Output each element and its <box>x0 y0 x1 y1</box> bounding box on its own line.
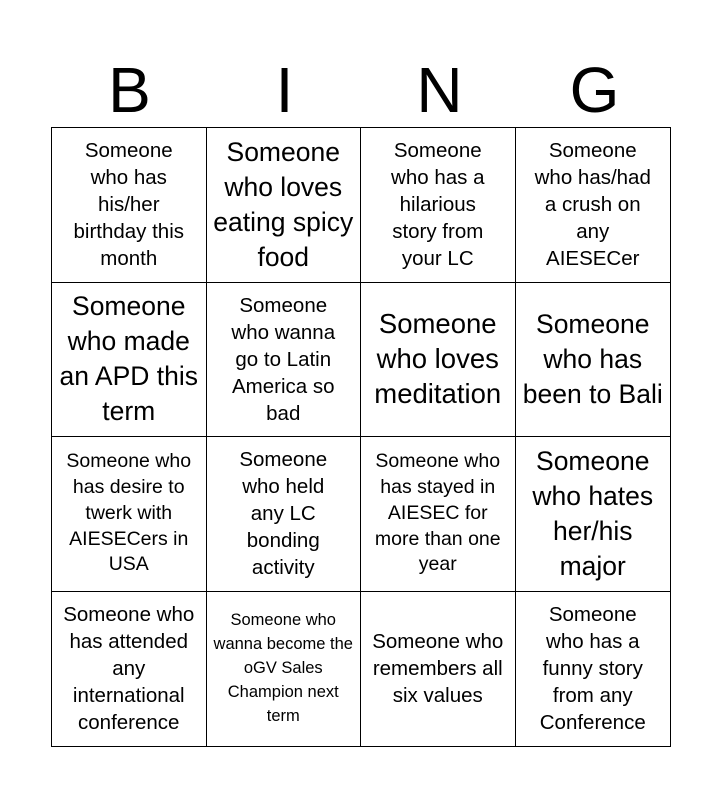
bingo-header <box>52 52 672 128</box>
bingo-cell-r1c3[interactable] <box>361 128 516 283</box>
bingo-cell-r1c4[interactable] <box>516 128 671 283</box>
bingo-cell-r4c2[interactable] <box>207 592 362 747</box>
cell-text: Someone who loves meditation <box>374 307 502 409</box>
cell-text: Someone who has desire to twerk with AIESECers in USA <box>66 450 192 576</box>
header-letter-n: N <box>416 54 463 126</box>
header-letter-g: G <box>569 54 620 126</box>
cell-text: Someone who wanna go to Latin America so bad <box>231 293 336 425</box>
cell-text: Someone who hates her/his major <box>532 445 654 581</box>
cell-text: Someone who has a funny story from any Conference <box>539 603 646 735</box>
bingo-cell-r3c4[interactable] <box>516 437 671 592</box>
bingo-cell-r2c4[interactable] <box>516 283 671 438</box>
cell-text: Someone who has attended any international conference <box>63 603 195 735</box>
header-letter-i: I <box>275 54 294 126</box>
cell-text: Someone who wanna become the oGV Sales Champion next term <box>213 610 353 725</box>
cell-text: Someone who has his/her birthday this month <box>73 139 185 271</box>
cell-text: Someone who held any LC bonding activity <box>239 448 328 580</box>
bingo-cell-r1c2[interactable] <box>207 128 362 283</box>
cell-text: Someone who has been to Bali <box>522 308 663 409</box>
bingo-cell-r4c1[interactable] <box>52 592 207 747</box>
bingo-cell-r2c1[interactable] <box>52 283 207 438</box>
bingo-board <box>51 127 671 747</box>
cell-text: Someone who remembers all six values <box>372 630 504 708</box>
cell-text: Someone who has stayed in AIESEC for more than one year <box>374 450 501 576</box>
bingo-cell-r1c1[interactable] <box>52 128 207 283</box>
bingo-cell-r2c3[interactable] <box>361 283 516 438</box>
cell-text: Someone who loves eating spicy food <box>213 136 354 272</box>
cell-text: Someone who has a hilarious story from your LC <box>391 139 485 271</box>
header-letter-b: B <box>108 54 151 126</box>
bingo-cell-r3c2[interactable] <box>207 437 362 592</box>
cell-text: Someone who made an APD this term <box>59 291 198 427</box>
bingo-cell-r4c3[interactable] <box>361 592 516 747</box>
bingo-cell-r4c4[interactable] <box>516 592 671 747</box>
cell-text: Someone who has/had a crush on any AIESECer <box>534 139 651 271</box>
bingo-cell-r3c1[interactable] <box>52 437 207 592</box>
bingo-cell-r2c2[interactable] <box>207 283 362 438</box>
bingo-cell-r3c3[interactable] <box>361 437 516 592</box>
